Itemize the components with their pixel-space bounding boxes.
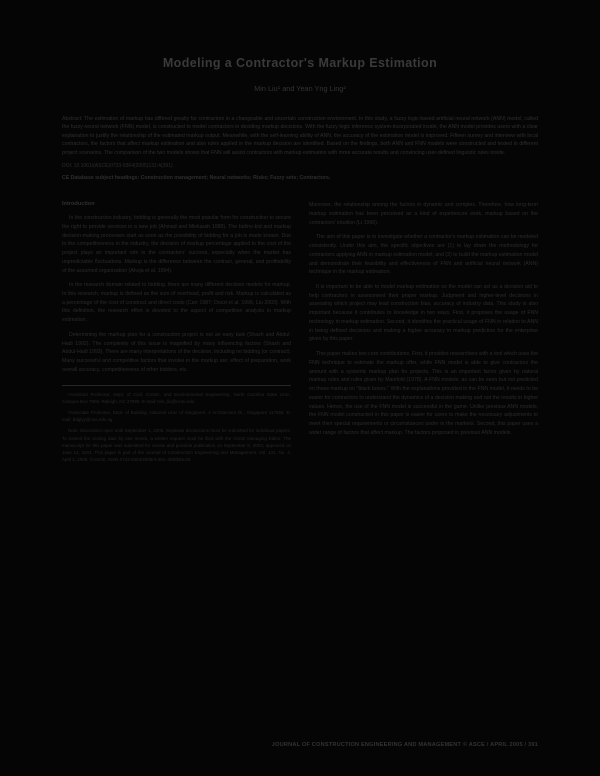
body-columns <box>62 201 538 467</box>
footnote: ²Associate Professor, Dept. of Building, National Univ. of Singapore, 4 Architecture Dr., Singapore 117566. E-mail: bdglyy@nus.edu.sg <box>62 409 291 423</box>
footnote: Note. Discussion open until September 1, 2005. Separate discussions must be submitted for individual papers. To extend the closing date by one month, a written request must be filed with the ASCE Managing Editor. The manuscript for this paper was submitted for review and possible publication on September 8, 2003; approved on June 14, 2004. This paper is part of the Journal of Construction Engineering and Management, Vol. 131, No. 4, April 1, 2005. ©ASCE, ISSN 0733-9364/2005/4-391–399/$25.00. <box>62 428 291 463</box>
column-right <box>309 201 538 467</box>
footnotes <box>62 385 291 464</box>
paper-content <box>62 56 538 467</box>
subject-headings: CE Database subject headings: Construction management; Neural networks; Risks; Fuzzy sets; Contractors. <box>62 175 331 182</box>
column-left <box>62 201 291 467</box>
authors-line: Min Liu¹ and Yean Yng Ling² <box>254 84 346 93</box>
footnote: ¹Assistant Professor, Dept. of Civil, Constr., and Environmental Engineering, North Carolina State Univ., Campus Box 7908, Raleigh, NC 27695. E-mail: min_liu@ncsu.edu <box>62 391 291 404</box>
page-title: Modeling a Contractor's Markup Estimation <box>162 56 438 70</box>
paragraph: The aim of this paper is to investigate whether a contractor's markup estimation can be modeled consistently. Under this aim, the specific objectives are (1) to lay down the methodology for contractors applying ANN in markup estimation model; and (2) to build the markup estimation model and demonstrate their feasibility and effectiveness of FNN and artificial neural network (ANN) technique in the markup estimation. <box>309 234 538 276</box>
paragraph: In the research domain related to bidding, there are many different decision models for markup. In this research, markup is defined as the sum of overhead, profit and risk. Markup is calculated as a percentage of the cost of construct and direct costs (Carr 1987; Dozzi et al. 1996; Liu 2003). With this definition, the research effort is devoted to the aspect of competition analysis in markup estimation. <box>62 282 291 324</box>
paragraph: This paper makes two core contributions. First, it provides researchers with a tool which uses the FNN technique to estimate the markup offer, while FNN model is able to give contractors the amount with a systemic markup plan for projects. This is an important factor given by natural markup rules and rules given by Manifold (1978). A FNN module, as can be seen but not predicted on those markup on "black boxes." With the explanations provided in the FNN model, it needs to be easier for contractors to understand the dynamics of a decision making and not the results in higher values. Hence, the use of the FNN model is successful in the game. Unlike previous ANN models, the FNN model constructed in this paper is easier for users to make the necessary adjustments to meet their special requirements or circumstances under in the markets. Second, this paper uses a wider range of factors that affect markup. The factors proposed in previous ANN models. <box>309 351 539 436</box>
doi-text: DOI: 10.1061/(ASCE)0733-9364(2005)131:4(391) <box>62 163 173 170</box>
abstract-text: Abstract: The estimation of markup has differed greatly for contractors in a changeable and uncertain construction environment. In this study, a fuzzy logic-based artificial neural network (ANN) model, called the fuzzy neural network (FNN) model, is constructed to model contractors in deciding markup decisions. With the fuzzy logic inference system-incorporated inside, the ANN model provides users with a clear explanation to justify the relationship of the estimated markup output. Meanwhile, with the self-learning ability of ANN, the accuracy of the estimation model is improved. Fifteen survey and interview with local contractors, the factors that affect markup estimation and also rules applied in the markup decision are identified. Based on the findings, both ANN and FNN models were constructed and tested in different project scenarios. The comparison of the two models shows that FNN will assist contractors with markup estimation with more accurate results and convincing user-defined linguistic rules inside. <box>62 116 538 156</box>
page-footer: JOURNAL OF CONSTRUCTION ENGINEERING AND MANAGEMENT © ASCE / APRIL 2005 / 391 <box>271 742 538 748</box>
paragraph: Determining the markup plan for a construction project is not an easy task (Shash and Abdul-Hadi 1992). The complexity of this issue is magnified by many influencing factors (Shash and Abdul-Hadi 1993). There are many interpretations of the decision, including no bidding (or contract). Many successful and competitive factors that involve in the markup are: effect of preparation, work overall accuracy, competitiveness of other bidders, etc. <box>62 331 291 373</box>
section-heading-introduction: Introduction <box>62 201 95 208</box>
paragraph: Moreover, the relationship among the factors in dynamic and complex. Therefore, how long-term markup estimation has been perceived as a kind of experiences work, markup based on the contractors' intuition (Li 1996). <box>309 202 538 226</box>
paragraph: It is important to be able to model markup estimation so the model can act as a decision aid to help contractors in assessment their proper markup. Judgment and higher-level decisions in assessing which project may lead construction bias, accuracy of industry data. This study is also important because it contributes to knowledge in two ways. First, it proposes the usage of FNN technology in markup estimation. Second, it identifies the practical usage of FNN in relation to ANN in being defined decisions and making a higher accuracy in markup prediction for the enterprise given by this paper. <box>309 283 538 343</box>
paragraph: In the construction industry, bidding is generally the most popular form for construction to secure the right to provide services in a new job (Ahmad and Minkarah 1988). The bid/no-bid and markup decision-making processes start as soon as the possibility of bidding for a job is made known. Due to the competitiveness in the industry, the decision of markup percentage applied to the cost of the project plays an important role in the contractors' success, especially when the market has unpredictable fluctuations. Markup is the difference between the contract, general, and profitability of the assumed organization (Ahuja et al. 1994). <box>62 215 291 274</box>
